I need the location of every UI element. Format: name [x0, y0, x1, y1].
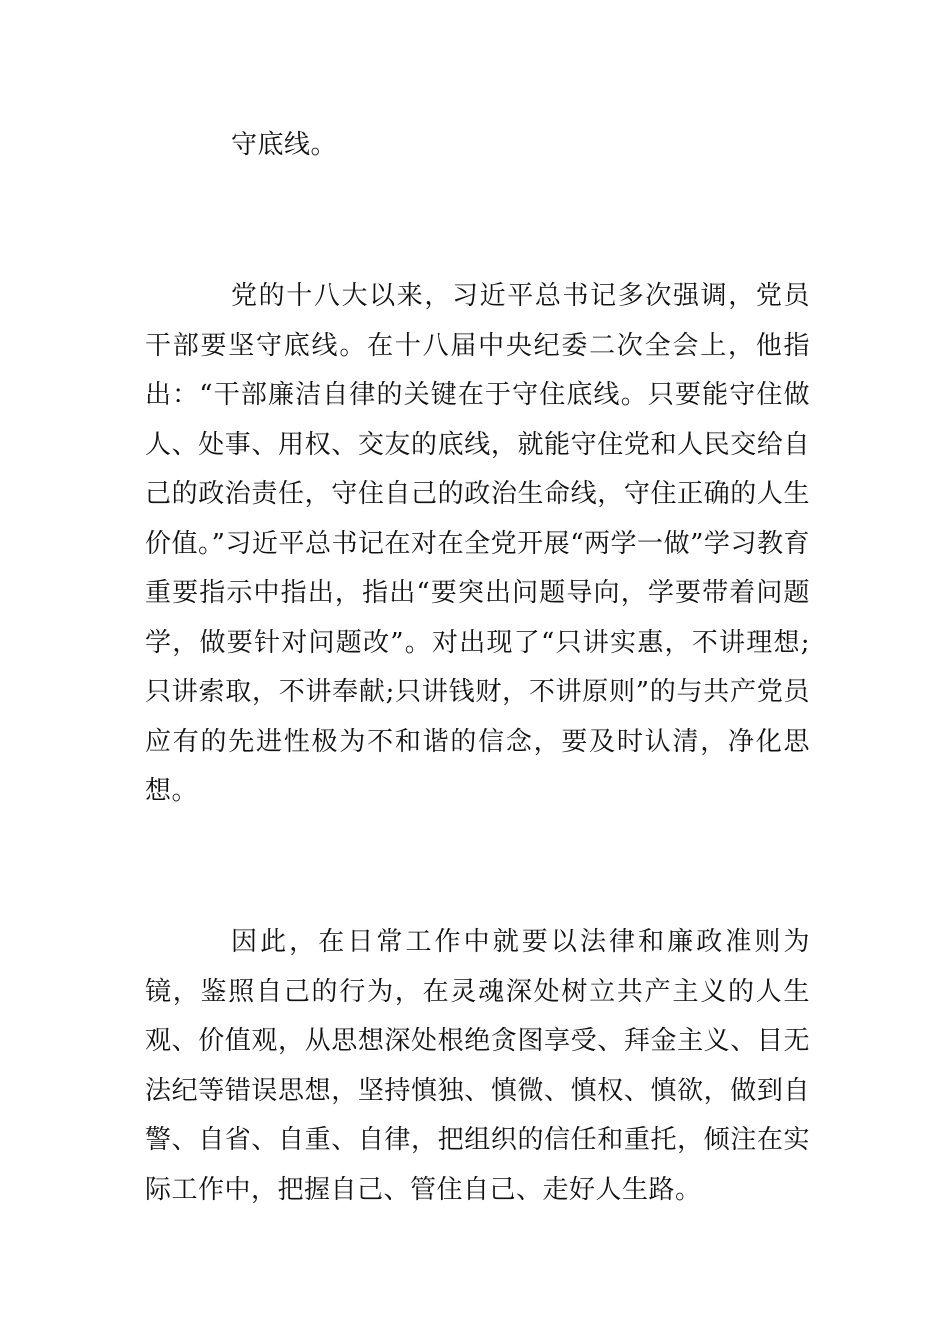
paragraph-2: 党的十八大以来，习近平总书记多次强调，党员干部要坚守底线。在十八届中央纪委二次全会上，他指出：“干部廉洁自律的关键在于守住底线。只要能守住做人、处事、用权、交友的底线，就能守住党和人民交给自己的政治责任，守住自己的政治生命线，守住正确的人生价值。”习近平总书记在对在全党开展“两学一做”学习教育重要指示中指出，指出“要突出问题导向，学要带着问题学，做要针对问题改”。对出现了“只讲实惠，不讲理想;只讲索取，不讲奉献;只讲钱财，不讲原则”的与共产党员应有的先进性极为不和谐的信念，要及时认清，净化思想。	[145, 281, 810, 806]
paragraph-3: 因此，在日常工作中就要以法律和廉政准则为镜，鉴照自己的行为，在灵魂深处树立共产主义的人生观、价值观，从思想深处根绝贪图享受、拜金主义、目无法纪等错误思想，坚持慎独、慎微、慎权、慎欲，做到自警、自省、自重、自律，把组织的信任和重托，倾注在实际工作中，把握自己、管住自己、走好人生路。	[145, 927, 810, 1205]
paragraph-1: 守底线。	[231, 130, 338, 160]
